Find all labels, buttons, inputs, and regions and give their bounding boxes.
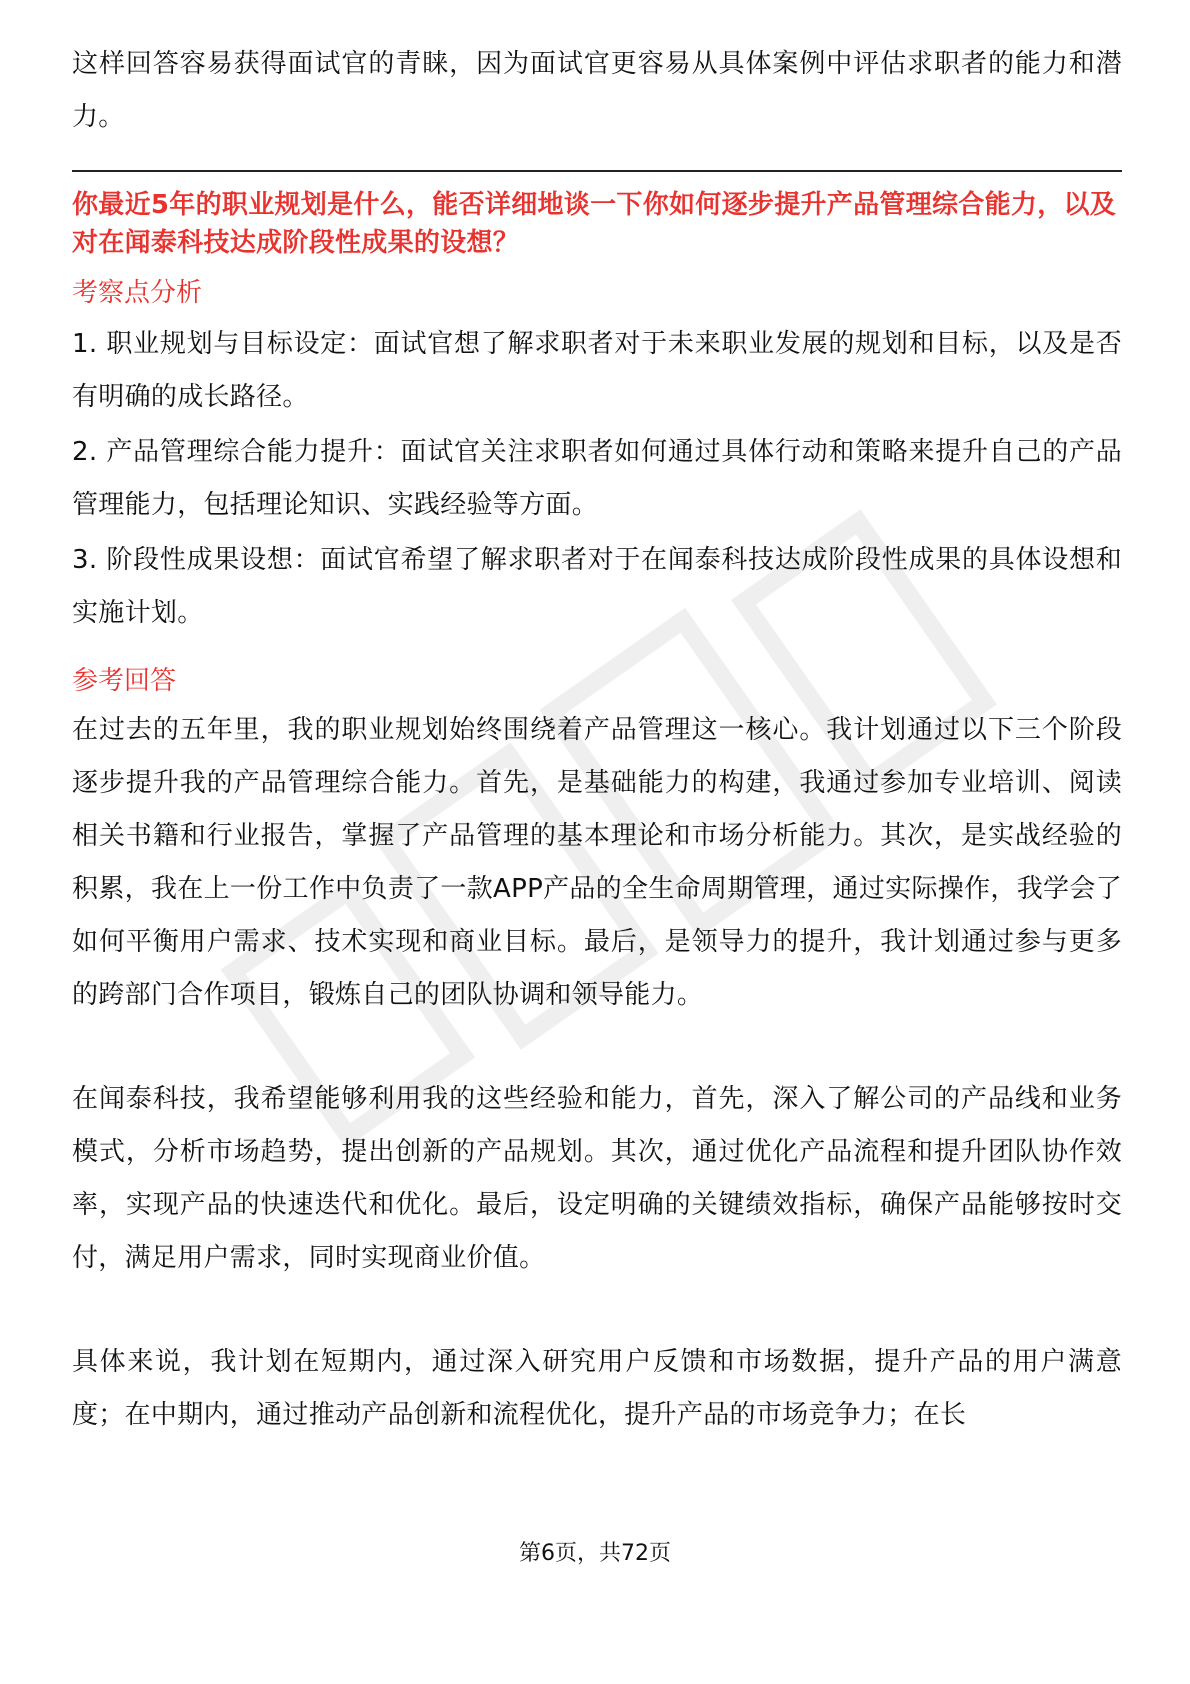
analysis-title: 考察点分析 [72,278,203,308]
answer-paragraph-1: 在过去的五年里，我的职业规划始终围绕着产品管理这一核心。我计划通过以下三个阶段逐步提升我的产品管理综合能力。首先，是基础能力的构建，我通过参加专业培训、阅读相关书籍和行业报告，掌握了产品管理的基本理论和市场分析能力。其次，是实战经验的积累，我在上一份工作中负责了一款APP产品的全生命周期管理，通过实际操作，我学会了如何平衡用户需求、技术实现和商业目标。最后，是领导力的提升，我计划通过参与更多的跨部门合作项目，锻炼自己的团队协调和领导能力。 [72,715,1122,1010]
analysis-point-2: 2. 产品管理综合能力提升：面试官关注求职者如何通过具体行动和策略来提升自己的产品管理能力，包括理论知识、实践经验等方面。 [72,437,1122,520]
answer-title: 参考回答 [72,666,177,696]
answer-paragraph-3: 具体来说，我计划在短期内，通过深入研究用户反馈和市场数据，提升产品的用户满意度；在中期内，通过推动产品创新和流程优化，提升产品的市场竞争力；在长 [72,1347,1122,1430]
page-number-footer: 第6页，共72页 [519,1541,671,1566]
document-page [72,38,1122,1442]
analysis-point-3: 3. 阶段性成果设想：面试官希望了解求职者对于在闻泰科技达成阶段性成果的具体设想和实施计划。 [72,545,1122,628]
intro-tail-paragraph: 这样回答容易获得面试官的青睐，因为面试官更容易从具体案例中评估求职者的能力和潜力。 [72,49,1122,132]
answer-paragraph-2: 在闻泰科技，我希望能够利用我的这些经验和能力，首先，深入了解公司的产品线和业务模式，分析市场趋势，提出创新的产品规划。其次，通过优化产品流程和提升团队协作效率，实现产品的快速迭代和优化。最后，设定明确的关键绩效指标，确保产品能够按时交付，满足用户需求，同时实现商业价值。 [72,1084,1122,1273]
question-heading: 你最近5年的职业规划是什么，能否详细地谈一下你如何逐步提升产品管理综合能力，以及对在闻泰科技达成阶段性成果的设想？ [72,190,1117,258]
analysis-point-1: 1. 职业规划与目标设定：面试官想了解求职者对于未来职业发展的规划和目标，以及是否有明确的成长路径。 [72,329,1122,412]
